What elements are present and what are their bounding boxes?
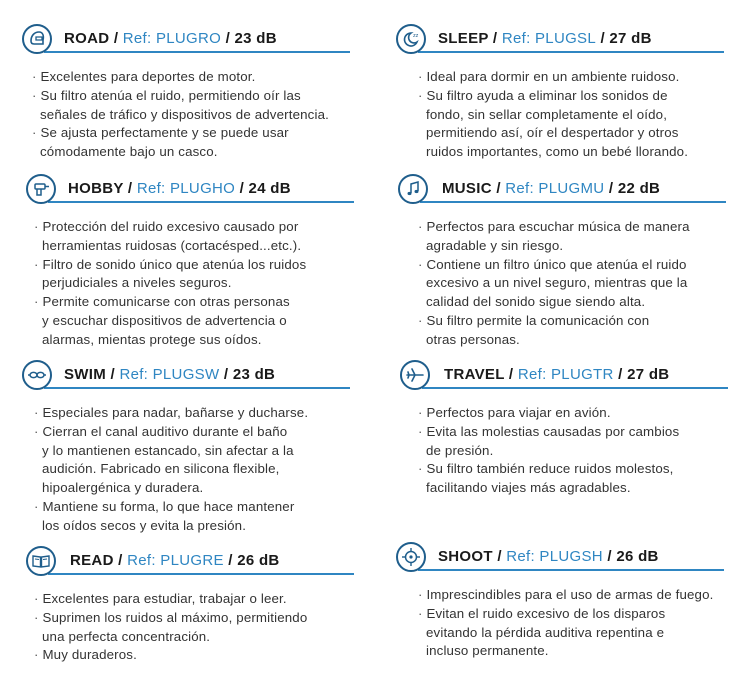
separator: / (223, 366, 229, 383)
section-title: SHOOT (438, 548, 493, 565)
swim-goggles-icon (22, 360, 52, 390)
music-note-icon (398, 174, 428, 204)
list-item: · Permite comunicarse con otras personas y escuchar dispositivos de advertencia o alarmas, mientas protege sus oídos. (32, 293, 362, 349)
section-heading (64, 366, 275, 383)
drill-icon (26, 174, 56, 204)
list-item: · Muy duraderos. (32, 646, 362, 665)
crosshair-icon (396, 542, 426, 572)
header-divider (430, 201, 726, 203)
list-item: · Filtro de sonido único que atenúa los ruidos perjudiciales a niveles seguros. (32, 256, 362, 294)
separator: / (110, 366, 115, 383)
noise-reduction: 23 dB (234, 30, 277, 47)
separator: / (118, 552, 123, 569)
product-ref: Ref: PLUGTR (517, 366, 614, 383)
separator: / (497, 548, 502, 565)
section-heading (438, 548, 659, 565)
header-divider (58, 201, 354, 203)
section-header (22, 24, 352, 60)
separator: / (508, 366, 514, 383)
section-title: MUSIC (442, 180, 492, 197)
section-read (26, 546, 356, 663)
section-hobby (26, 174, 356, 347)
svg-text:zz: zz (413, 33, 419, 39)
list-item: · Suprimen los ruidos al máximo, permitiendo una perfecta concentración. (32, 609, 362, 647)
header-divider (54, 51, 350, 53)
list-item: · Protección del ruido excesivo causado por herramientas ruidosas (cortacésped...etc.). (32, 218, 362, 256)
feature-list (32, 218, 362, 350)
product-ref: Ref: PLUGRE (127, 552, 224, 569)
list-item: · Perfectos para escuchar música de manera agradable y sin riesgo. (416, 218, 736, 256)
list-item: · Su filtro atenúa el ruido, permitiendo oír las señales de tráfico y dispositivos de advertencia. (30, 87, 360, 125)
product-ref: Ref: PLUGSL (501, 30, 596, 47)
list-item: · Perfectos para viajar en avión. (416, 404, 736, 423)
section-header (26, 174, 356, 210)
section-title: SLEEP (438, 30, 489, 47)
section-header (396, 24, 726, 60)
airplane-icon (400, 360, 430, 390)
header-divider (58, 573, 354, 575)
separator: / (239, 180, 245, 197)
noise-reduction: 27 dB (609, 30, 652, 47)
feature-list (416, 586, 746, 661)
open-book-icon (26, 546, 56, 576)
product-ref: Ref: PLUGHO (136, 180, 236, 197)
list-item: · Contiene un filtro único que atenúa el ruido excesivo a un nivel seguro, mientras que la calidad del sonido sigue siendo alta. (416, 256, 736, 312)
noise-reduction: 26 dB (237, 552, 280, 569)
list-item: · Especiales para nadar, bañarse y ducharse. (32, 404, 362, 423)
product-ref: Ref: PLUGSW (119, 366, 220, 383)
moon-zzz-icon (396, 24, 426, 54)
separator: / (127, 180, 133, 197)
feature-list (416, 68, 736, 162)
list-item: · Ideal para dormir en un ambiente ruidoso. (416, 68, 736, 87)
header-divider (54, 387, 350, 389)
separator: / (608, 180, 614, 197)
section-heading (64, 30, 277, 47)
separator: / (618, 366, 623, 383)
section-heading (70, 552, 280, 569)
section-title: HOBBY (68, 180, 124, 197)
list-item: · Imprescindibles para el uso de armas de fuego. (416, 586, 746, 605)
noise-reduction: 23 dB (232, 366, 276, 383)
feature-list (32, 590, 362, 665)
list-item: · Se ajusta perfectamente y se puede usar cómodamente bajo un casco. (30, 124, 360, 162)
list-item: · Cierran el canal auditivo durante el baño y lo mantienen estancado, sin afectar a la audición. Fabricado en silicona flexible, hipoalergénica y duradera. (32, 423, 362, 498)
separator: / (228, 552, 233, 569)
section-road (22, 24, 352, 160)
section-title: ROAD (64, 30, 110, 47)
list-item: · Su filtro también reduce ruidos molestos, facilitando viajes más agradables. (416, 460, 736, 498)
section-heading (438, 30, 652, 47)
header-divider (432, 387, 728, 389)
section-heading (442, 180, 660, 197)
section-header (398, 174, 728, 210)
section-title: TRAVEL (444, 366, 505, 383)
section-header (400, 360, 730, 396)
product-ref: Ref: PLUGRO (122, 30, 222, 47)
noise-reduction: 24 dB (248, 180, 291, 197)
section-title: READ (70, 552, 114, 569)
product-ref: Ref: PLUGSH (506, 548, 603, 565)
separator: / (496, 180, 501, 197)
section-header (22, 360, 352, 396)
header-divider (428, 569, 724, 571)
separator: / (607, 548, 612, 565)
noise-reduction: 22 dB (617, 180, 661, 197)
separator: / (492, 30, 498, 47)
feature-list (30, 68, 360, 162)
section-shoot (396, 542, 726, 659)
section-swim (22, 360, 352, 533)
separator: / (600, 30, 605, 47)
list-item: · Excelentes para deportes de motor. (30, 68, 360, 87)
helmet-icon (22, 24, 52, 54)
separator: / (225, 30, 231, 47)
list-item: · Su filtro ayuda a eliminar los sonidos de fondo, sin sellar completamente el oído, permitiendo así, oír el despertador y otros ruidos importantes, como un bebé llorando. (416, 87, 736, 162)
list-item: · Excelentes para estudiar, trabajar o leer. (32, 590, 362, 609)
list-item: · Su filtro permite la comunicación con otras personas. (416, 312, 736, 350)
header-divider (428, 51, 724, 53)
section-music (398, 174, 728, 347)
section-header (396, 542, 726, 578)
feature-list (32, 404, 362, 536)
feature-list (416, 218, 736, 350)
noise-reduction: 27 dB (627, 366, 670, 383)
list-item: · Mantiene su forma, lo que hace mantener los oídos secos y evita la presión. (32, 498, 362, 536)
section-title: SWIM (64, 366, 107, 383)
section-travel (400, 360, 730, 496)
list-item: · Evita las molestias causadas por cambios de presión. (416, 423, 736, 461)
noise-reduction: 26 dB (616, 548, 659, 565)
section-header (26, 546, 356, 582)
section-heading (68, 180, 291, 197)
feature-list (416, 404, 736, 498)
section-sleep (396, 24, 726, 160)
product-ref: Ref: PLUGMU (505, 180, 605, 197)
section-heading (444, 366, 669, 383)
list-item: · Evitan el ruido excesivo de los disparos evitando la pérdida auditiva repentina e incluso permanente. (416, 605, 746, 661)
separator: / (113, 30, 119, 47)
